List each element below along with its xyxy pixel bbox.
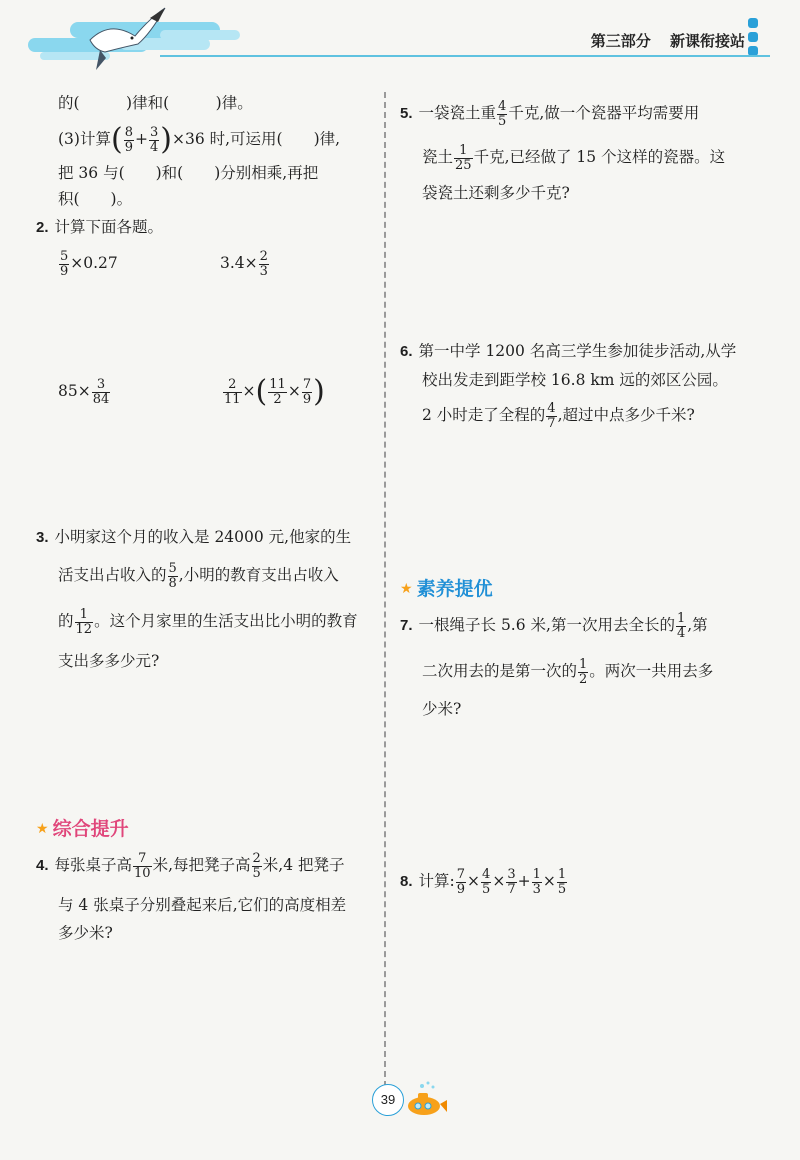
denominator: 12	[75, 621, 93, 637]
plus-sign: +	[517, 872, 531, 890]
question-text: 小明家这个月的收入是 24000 元,他家的生	[54, 528, 352, 546]
question-3-line1	[36, 526, 351, 549]
question-6-line1	[400, 340, 736, 363]
denominator: 5	[557, 881, 567, 897]
question-text: 一根绳子长 5.6 米,第一次用去全长的	[418, 616, 675, 634]
question-4-line1	[36, 848, 345, 883]
numerator: 5	[60, 248, 69, 264]
denominator: 2	[273, 391, 282, 407]
question-text: 瓷土	[422, 148, 454, 166]
fraction	[546, 402, 556, 431]
question-4-line2: 与 4 张桌子分别叠起来后,它们的高度相差	[58, 896, 347, 914]
times-sign: ×	[242, 382, 256, 400]
numerator: 1	[454, 144, 473, 159]
page-header	[591, 30, 745, 51]
fraction	[454, 144, 473, 173]
lparen: (	[110, 122, 123, 157]
fraction	[578, 658, 588, 687]
plus-sign: +	[134, 130, 148, 148]
denominator: 5	[252, 865, 261, 881]
numerator: 2	[259, 248, 268, 264]
question-4-line3: 多少米?	[58, 924, 113, 942]
side-tab-decoration	[748, 18, 758, 56]
denominator: 84	[92, 391, 110, 407]
fraction	[252, 852, 262, 881]
numerator: 1	[75, 608, 94, 623]
fraction	[92, 378, 111, 407]
question-text: 计算下面各题。	[54, 218, 164, 236]
expr-2	[220, 246, 270, 280]
question-text: ,超过中点多少千米?	[557, 406, 695, 424]
denominator: 9	[60, 263, 69, 279]
q1-line4: 积( )。	[58, 190, 133, 208]
expr-1	[58, 246, 118, 280]
denominator: 9	[302, 391, 312, 407]
numerator: 7	[302, 376, 312, 392]
question-6-line3	[422, 398, 695, 432]
numerator: 1	[557, 866, 567, 882]
fraction	[532, 868, 542, 897]
fraction	[302, 378, 312, 407]
denominator: 11	[224, 391, 241, 407]
header-section: 第三部分	[590, 33, 651, 50]
expr-text: 3.4×	[220, 254, 258, 272]
numerator: 4	[482, 866, 491, 882]
denominator: 7	[507, 881, 516, 897]
question-6-line2: 校出发走到距学校 16.8 km 远的郊区公园。	[422, 371, 728, 389]
fraction	[149, 126, 159, 155]
denominator: 7	[547, 415, 556, 431]
q1-line1: 的( )律和( )律。	[58, 94, 253, 112]
question-3-line2	[58, 558, 339, 592]
numerator: 2	[223, 378, 242, 393]
fraction	[481, 868, 491, 897]
question-number: 8.	[400, 873, 413, 890]
q1-line2-pre: (3)计算	[58, 130, 111, 148]
rparen: )	[313, 374, 325, 409]
page-number: 39	[372, 1084, 404, 1116]
times-sign: ×	[287, 382, 301, 400]
fraction	[497, 100, 507, 129]
header-title: 新课衔接站	[669, 33, 745, 50]
question-7-line1	[400, 608, 708, 643]
denominator: 9	[124, 139, 133, 155]
question-text: 2 小时走了全程的	[422, 406, 546, 424]
header-rule	[160, 55, 770, 57]
question-5-line3: 袋瓷土还剩多少千克?	[422, 184, 570, 202]
question-text: ,小明的教育支出占收入	[178, 566, 339, 584]
numerator: 4	[498, 98, 507, 114]
question-text: 。两次一共用去多	[589, 662, 714, 680]
times-sign: ×	[467, 872, 481, 890]
star-icon: ★	[36, 820, 49, 836]
fraction	[223, 378, 242, 407]
question-3-line4: 支出多多少元?	[58, 652, 160, 670]
question-text: 每张桌子高	[54, 856, 133, 874]
question-5-line2	[422, 140, 725, 174]
question-text: 活支出占收入的	[58, 566, 167, 584]
question-text: 的	[58, 612, 74, 630]
question-text: ,第	[687, 616, 708, 634]
question-number: 2.	[36, 219, 49, 236]
numerator: 1	[532, 866, 541, 882]
fraction	[268, 378, 287, 407]
question-number: 5.	[400, 105, 413, 122]
submarine-icon	[400, 1078, 450, 1120]
fraction	[557, 868, 567, 897]
question-text: 。这个月家里的生活支出比小明的教育	[94, 612, 358, 630]
expr-3	[58, 374, 111, 408]
expr-text: ×0.27	[70, 254, 118, 272]
denominator: 4	[149, 139, 159, 155]
fraction	[676, 612, 686, 641]
question-text: 第一中学 1200 名高三学生参加徒步活动,从学	[418, 342, 737, 360]
denominator: 3	[259, 263, 268, 279]
question-text: 千克,做一个瓷器平均需要用	[508, 104, 700, 122]
denominator: 5	[498, 113, 507, 129]
numerator: 1	[676, 610, 686, 626]
denominator: 3	[532, 881, 541, 897]
column-divider	[384, 92, 386, 1107]
q1-line3: 把 36 与( )和( )分别相乘,再把	[58, 164, 319, 182]
lparen: (	[255, 374, 268, 409]
numerator: 3	[92, 378, 111, 393]
q1-line2-post: ×36 时,可运用( )律,	[171, 130, 341, 148]
question-number: 6.	[400, 343, 413, 360]
question-8	[400, 864, 568, 899]
section-title-text: 综合提升	[52, 819, 129, 840]
denominator: 9	[456, 881, 466, 897]
denominator: 25	[455, 157, 472, 173]
numerator: 11	[269, 376, 286, 392]
denominator: 2	[579, 671, 588, 687]
times-sign: ×	[492, 872, 506, 890]
question-7-line2	[422, 654, 713, 688]
fraction	[168, 562, 178, 591]
fraction	[59, 250, 69, 279]
numerator: 8	[124, 124, 133, 140]
question-number: 7.	[400, 617, 413, 634]
section-title-suyang	[400, 574, 493, 601]
fraction	[456, 868, 466, 897]
question-number: 3.	[36, 529, 49, 546]
denominator: 10	[134, 865, 151, 881]
section-title-text: 素养提优	[416, 579, 493, 600]
fraction	[75, 608, 94, 637]
fraction	[259, 250, 269, 279]
numerator: 3	[149, 124, 159, 140]
expr-text: 85×	[58, 382, 91, 400]
question-7-line3: 少米?	[422, 700, 462, 718]
section-title-zonghe	[36, 814, 129, 841]
question-2	[36, 216, 163, 239]
q1-line2	[58, 122, 340, 156]
expr-4	[222, 374, 325, 408]
question-5-line1	[400, 96, 699, 131]
numerator: 7	[133, 852, 152, 867]
denominator: 4	[676, 625, 686, 641]
question-number: 4.	[36, 857, 49, 874]
denominator: 8	[168, 575, 177, 591]
numerator: 1	[579, 656, 588, 672]
times-sign: ×	[542, 872, 556, 890]
fraction	[133, 852, 152, 881]
question-text: 千克,已经做了 15 个这样的瓷器。这	[473, 148, 726, 166]
question-text: 米,每把凳子高	[152, 856, 251, 874]
numerator: 2	[252, 850, 261, 866]
numerator: 4	[547, 400, 556, 416]
question-3-line3	[58, 604, 358, 638]
question-text: 米,4 把凳子	[262, 856, 345, 874]
question-text: 一袋瓷土重	[418, 104, 497, 122]
fraction	[124, 126, 134, 155]
numerator: 5	[168, 560, 177, 576]
numerator: 3	[507, 866, 516, 882]
numerator: 7	[456, 866, 466, 882]
question-text: 二次用去的是第一次的	[422, 662, 578, 680]
denominator: 5	[482, 881, 491, 897]
star-icon: ★	[400, 580, 413, 596]
question-text: 计算:	[418, 872, 455, 890]
rparen: )	[160, 122, 172, 157]
fraction	[506, 868, 516, 897]
